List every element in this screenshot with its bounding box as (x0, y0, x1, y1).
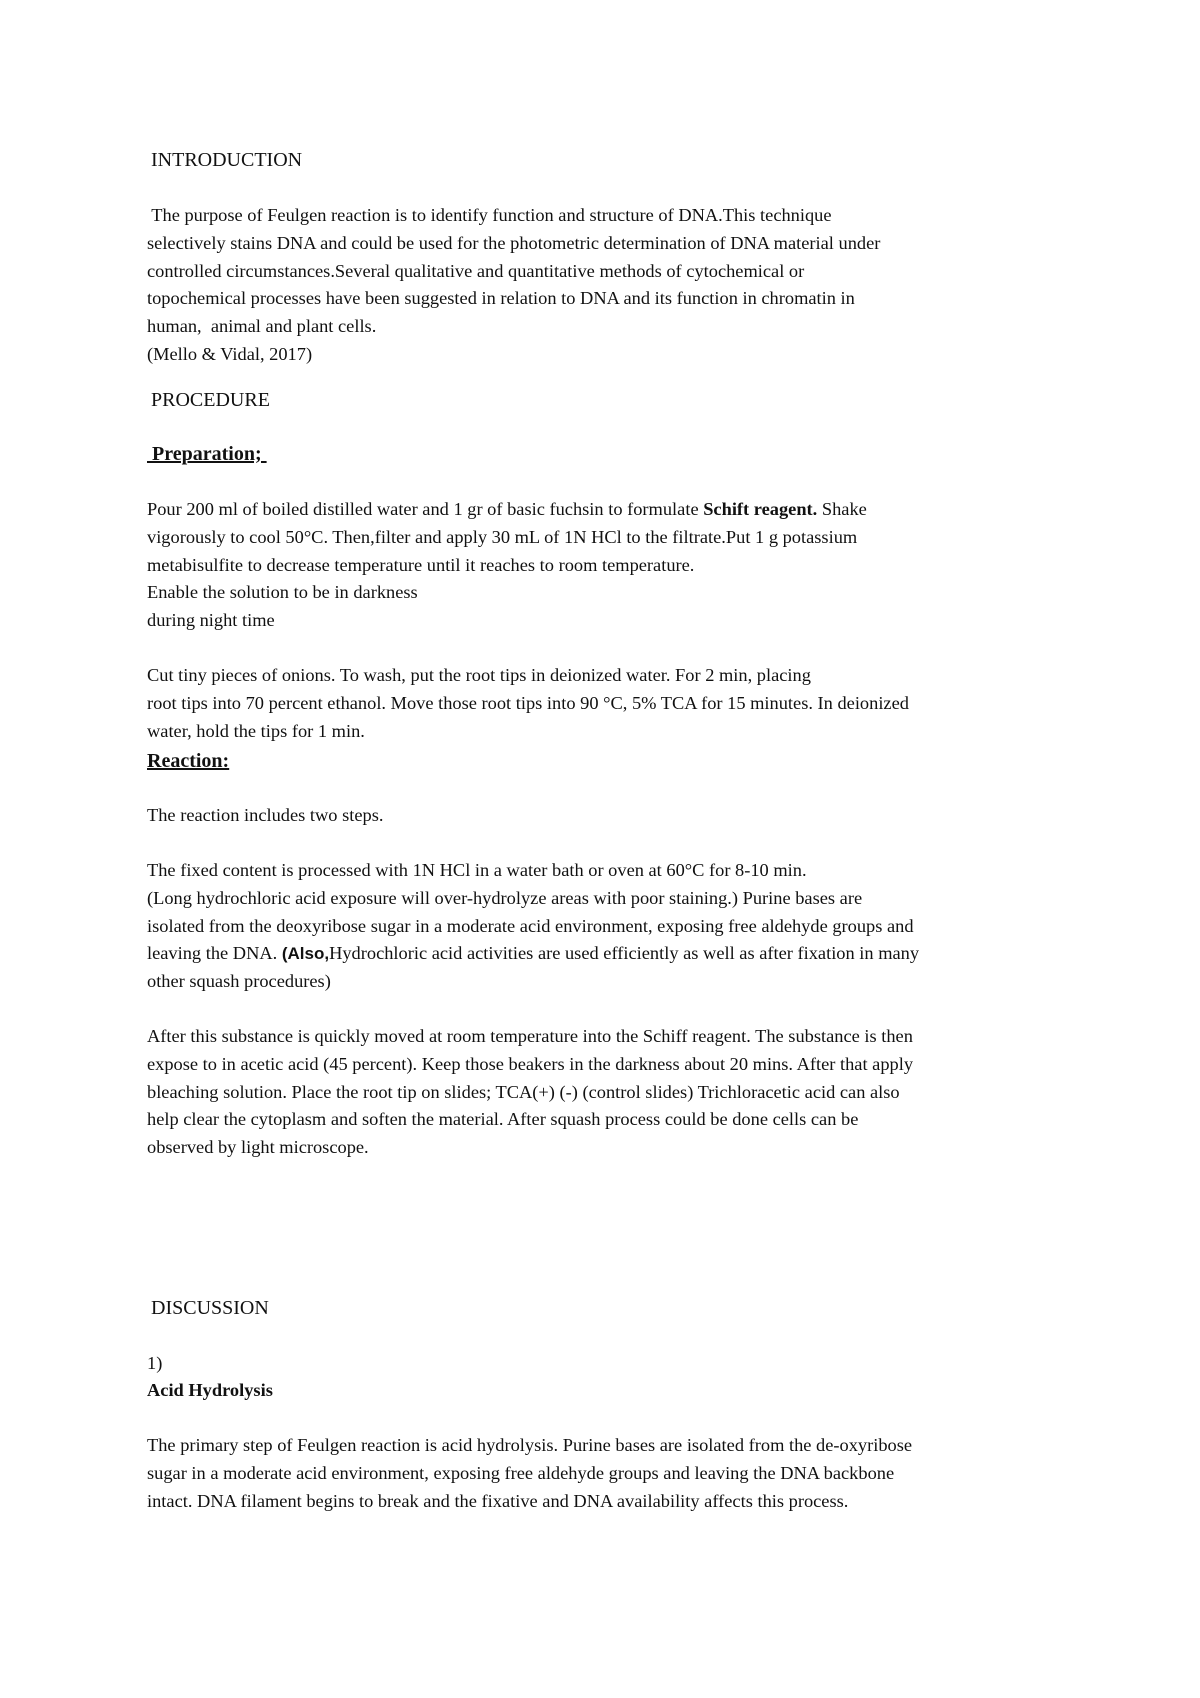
preparation-paragraph-1 (147, 496, 1067, 635)
text-run: leaving the DNA. (147, 943, 282, 964)
text-line: expose to in acetic acid (45 percent). Keep those beakers in the darkness about 20 mins. After that apply (147, 1053, 914, 1074)
text-line: intact. DNA filament begins to break and the fixative and DNA availability affects this process. (147, 1490, 849, 1511)
intro-heading: INTRODUCTION (151, 149, 303, 171)
text-line: controlled circumstances.Several qualitative and quantitative methods of cytochemical or (147, 260, 805, 281)
discussion-item-number: 1) (147, 1353, 163, 1373)
text-line (147, 496, 1067, 524)
text-line: The fixed content is processed with 1N HCl in a water bath or oven at 60°C for 8-10 min. (147, 860, 807, 880)
text-line: help clear the cytoplasm and soften the material. After squash process could be done cells can be (147, 1109, 859, 1130)
reaction-paragraph-3 (147, 1023, 1067, 1162)
text-line: selectively stains DNA and could be used for the photometric determination of DNA material under (147, 232, 881, 253)
preparation-paragraph-2 (147, 662, 1067, 745)
text-line: human, animal and plant cells. (147, 316, 377, 337)
reaction-heading: Reaction: (147, 750, 230, 772)
also-term: (Also, (281, 944, 330, 964)
text-line (147, 940, 1067, 968)
text-line: vigorously to cool 50°C. Then,filter and apply 30 mL of 1N HCl to the filtrate.Put 1 g potassium (147, 526, 858, 547)
intro-paragraph (147, 202, 1067, 369)
text-line: metabisulfite to decrease temperature until it reaches to room temperature. (147, 554, 695, 575)
text-line: other squash procedures) (147, 971, 331, 992)
schift-reagent-term: Schift reagent. (703, 499, 818, 519)
text-line: during night time (147, 610, 275, 631)
text-run: Hydrochloric acid activities are used efficiently as well as after fixation in many (329, 943, 920, 964)
text-line: The purpose of Feulgen reaction is to identify function and structure of DNA.This technique (147, 205, 832, 225)
text-line: The primary step of Feulgen reaction is acid hydrolysis. Purine bases are isolated from the de-oxyribose (147, 1435, 913, 1455)
text-run: Shake (817, 499, 867, 519)
text-line: topochemical processes have been suggested in relation to DNA and its function in chromatin in (147, 288, 855, 309)
discussion-heading: DISCUSSION (151, 1297, 269, 1319)
acid-hydrolysis-title: Acid Hydrolysis (147, 1380, 273, 1400)
text-line: (Long hydrochloric acid exposure will over-hydrolyze areas with poor staining.) Purine bases are (147, 887, 863, 908)
preparation-heading: Preparation; (147, 443, 267, 465)
text-line: Cut tiny pieces of onions. To wash, put the root tips in deionized water. For 2 min, placing (147, 665, 811, 685)
text-line: After this substance is quickly moved at room temperature into the Schiff reagent. The substance is then (147, 1026, 913, 1046)
text-line: Enable the solution to be in darkness (147, 582, 418, 603)
procedure-heading: PROCEDURE (151, 389, 270, 411)
reaction-paragraph-2 (147, 857, 1067, 996)
text-line: observed by light microscope. (147, 1137, 369, 1158)
discussion-paragraph (147, 1432, 1067, 1515)
citation: (Mello & Vidal, 2017) (147, 343, 313, 364)
text-line: isolated from the deoxyribose sugar in a moderate acid environment, exposing free aldehyde groups and (147, 915, 914, 936)
reaction-paragraph-1: The reaction includes two steps. (147, 805, 384, 825)
text-line: sugar in a moderate acid environment, exposing free aldehyde groups and leaving the DNA backbone (147, 1462, 895, 1483)
text-line: water, hold the tips for 1 min. (147, 720, 365, 741)
text-run: Pour 200 ml of boiled distilled water and 1 gr of basic fuchsin to formulate (147, 499, 704, 519)
text-line: bleaching solution. Place the root tip on slides; TCA(+) (-) (control slides) Trichloracetic acid can also (147, 1081, 900, 1102)
text-line: root tips into 70 percent ethanol. Move those root tips into 90 °C, 5% TCA for 15 minutes. In deionized (147, 692, 909, 713)
